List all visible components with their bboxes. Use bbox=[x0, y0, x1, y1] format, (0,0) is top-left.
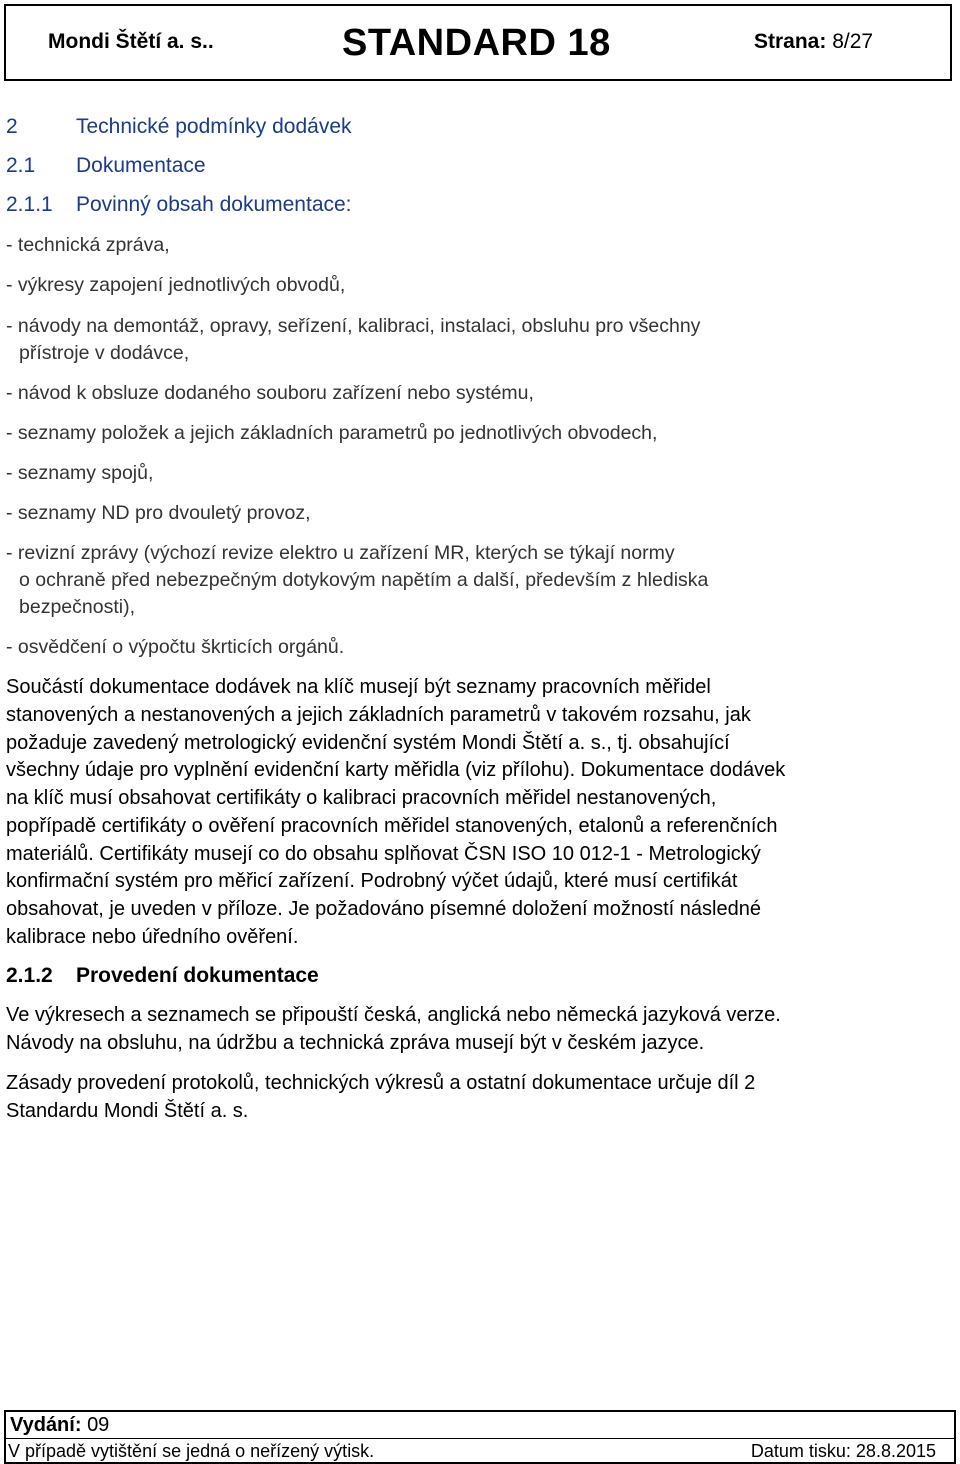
page-label: Strana: bbox=[754, 30, 827, 53]
issue-field bbox=[10, 1414, 109, 1437]
section-2-1-2-heading bbox=[6, 964, 319, 988]
list-item-continuation: přístroje v dodávce, bbox=[19, 342, 190, 364]
paragraph-line: obsahovat, je uveden v příloze. Je požadováno písemné doložení možností následné bbox=[6, 898, 761, 920]
section-number: 2.1.1 bbox=[6, 193, 53, 216]
paragraph-line: Návody na obsluhu, na údržbu a technická zpráva musejí být v českém jazyce. bbox=[6, 1032, 705, 1054]
uncontrolled-copy-note: V případě vytištění se jedná o neřízený výtisk. bbox=[8, 1441, 375, 1461]
list-item: - revizní zprávy (výchozí revize elektro u zařízení MR, kterých se týkají normy bbox=[6, 542, 675, 564]
page-value: 8/27 bbox=[832, 30, 874, 53]
list-item: - návody na demontáž, opravy, seřízení, kalibraci, instalaci, obsluhu pro všechny bbox=[6, 315, 701, 337]
paragraph-line: popřípadě certifikáty o ověření pracovních měřidel stanovených, etalonů a referenčních bbox=[6, 815, 778, 837]
issue-value: 09 bbox=[87, 1414, 110, 1436]
section-title: Povinný obsah dokumentace: bbox=[76, 193, 352, 216]
list-item: - výkresy zapojení jednotlivých obvodů, bbox=[6, 274, 346, 296]
paragraph-line: Ve výkresech a seznamech se připouští česká, anglická nebo německá jazyková verze. bbox=[6, 1004, 781, 1026]
footer-issue-box bbox=[4, 1410, 956, 1438]
paragraph-line: materiálů. Certifikáty musejí co do obsahu splňovat ČSN ISO 10 012-1 - Metrologický bbox=[6, 843, 761, 865]
list-item: - technická zpráva, bbox=[6, 234, 170, 256]
list-item: - seznamy položek a jejich základních parametrů po jednotlivých obvodech, bbox=[6, 422, 658, 444]
document-header bbox=[4, 4, 952, 81]
paragraph-line: konfirmační systém pro měřicí zařízení. Podrobný výčet údajů, které musí certifikát bbox=[6, 870, 738, 892]
list-item: - seznamy ND pro dvouletý provoz, bbox=[6, 502, 311, 524]
company-name: Mondi Štětí a. s.. bbox=[48, 30, 214, 53]
paragraph-line: stanovených a nestanovených a jejich základních parametrů v takovém rozsahu, jak bbox=[6, 704, 751, 726]
section-title: Dokumentace bbox=[76, 154, 206, 177]
paragraph-line: Součástí dokumentace dodávek na klíč musejí být seznamy pracovních měřidel bbox=[6, 676, 711, 698]
print-date: Datum tisku: 28.8.2015 bbox=[750, 1441, 936, 1461]
list-item: - návod k obsluze dodaného souboru zařízení nebo systému, bbox=[6, 382, 534, 404]
section-title: Technické podmínky dodávek bbox=[76, 115, 352, 138]
list-item-continuation: bezpečnosti), bbox=[19, 596, 135, 618]
footer-row bbox=[4, 1438, 956, 1464]
paragraph-line: Zásady provedení protokolů, technických výkresů a ostatní dokumentace určuje díl 2 bbox=[6, 1072, 756, 1094]
section-2-heading bbox=[6, 115, 352, 139]
section-2-1-1-heading bbox=[6, 193, 352, 217]
page-indicator bbox=[754, 30, 873, 54]
list-item-continuation: o ochraně před nebezpečným dotykovým napětím a další, především z hlediska bbox=[19, 569, 709, 591]
paragraph-line: Standardu Mondi Štětí a. s. bbox=[6, 1100, 249, 1122]
section-number: 2 bbox=[6, 115, 18, 138]
section-2-1-heading bbox=[6, 154, 206, 178]
list-item: - seznamy spojů, bbox=[6, 462, 154, 484]
list-item: - osvědčení o výpočtu škrticích orgánů. bbox=[6, 636, 345, 658]
paragraph-line: kalibrace nebo úředního ověření. bbox=[6, 926, 299, 948]
paragraph-line: požaduje zavedený metrologický evidenční systém Mondi Štětí a. s., tj. obsahující bbox=[6, 732, 730, 754]
paragraph-line: na klíč musí obsahovat certifikáty o kalibraci pracovních měřidel nestanovených, bbox=[6, 787, 717, 809]
document-title: STANDARD 18 bbox=[342, 22, 611, 64]
section-title: Provedení dokumentace bbox=[76, 964, 319, 987]
section-number: 2.1 bbox=[6, 154, 36, 177]
paragraph-line: všechny údaje pro vyplnění evidenční karty měřidla (viz přílohu). Dokumentace dodávek bbox=[6, 759, 786, 781]
section-number: 2.1.2 bbox=[6, 964, 53, 987]
issue-label: Vydání: bbox=[10, 1414, 82, 1436]
